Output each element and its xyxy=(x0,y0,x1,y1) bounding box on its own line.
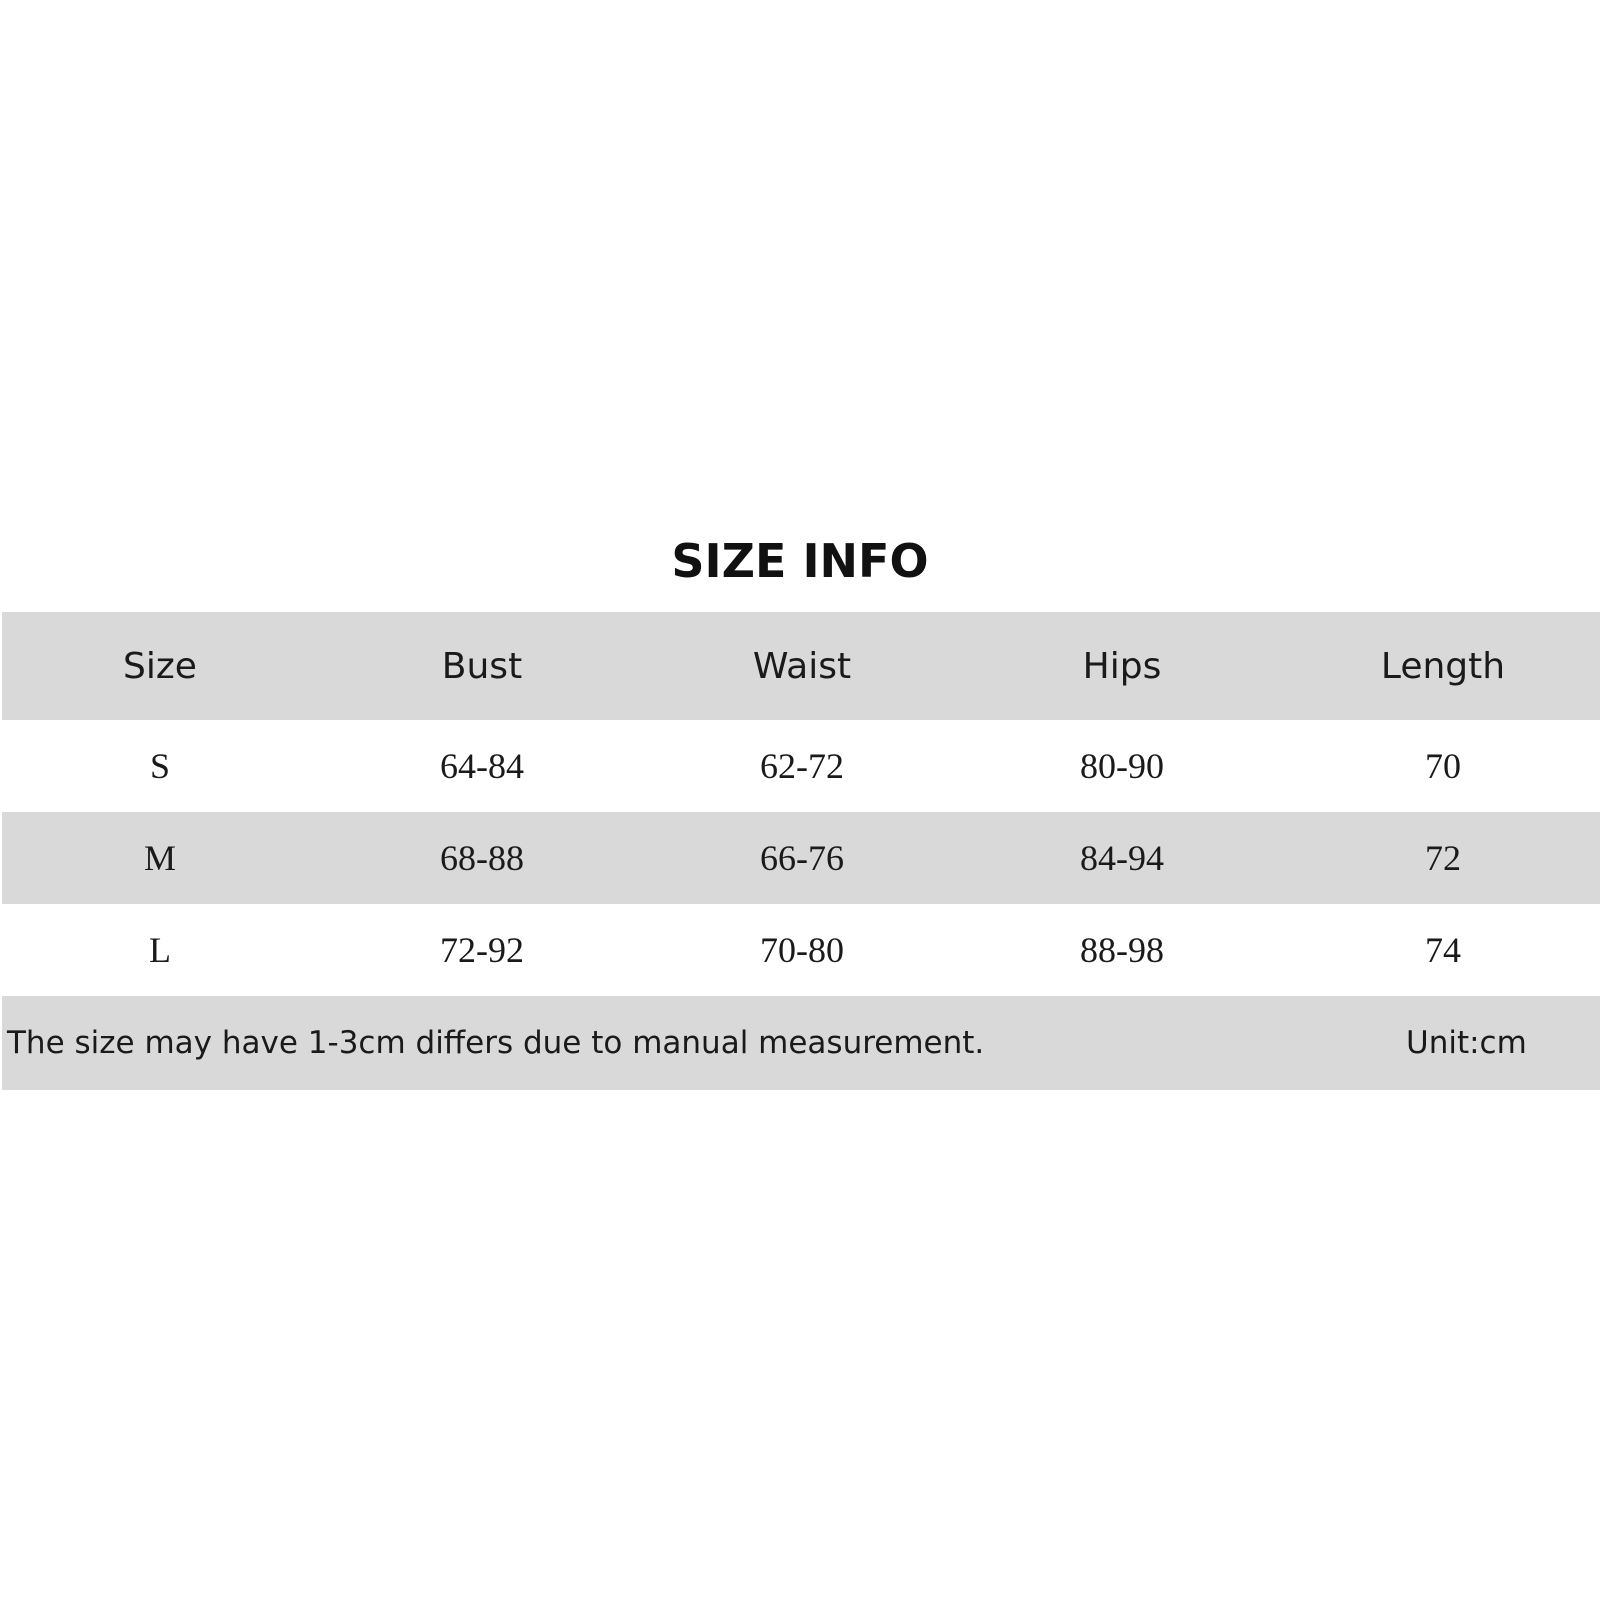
header-hips: Hips xyxy=(1082,645,1162,687)
cell-hips: 88-98 xyxy=(1080,930,1164,970)
cell-hips: 84-94 xyxy=(1080,838,1164,878)
header-length: Length xyxy=(1380,645,1506,687)
table-row xyxy=(2,904,1600,996)
cell-bust: 72-92 xyxy=(440,930,524,970)
cell-waist: 62-72 xyxy=(760,746,844,786)
cell-waist: 66-76 xyxy=(760,838,844,878)
cell-size: L xyxy=(149,930,171,970)
cell-hips: 80-90 xyxy=(1080,746,1164,786)
cell-waist: 70-80 xyxy=(760,930,844,970)
header-bust: Bust xyxy=(441,645,523,687)
size-table xyxy=(2,612,1600,1090)
page-title: SIZE INFO xyxy=(671,534,929,588)
header-size: Size xyxy=(123,645,197,687)
table-header-row xyxy=(2,612,1600,720)
table-row xyxy=(2,720,1600,812)
cell-bust: 68-88 xyxy=(440,838,524,878)
cell-length: 70 xyxy=(1425,746,1461,786)
cell-size: M xyxy=(143,838,176,878)
cell-bust: 64-84 xyxy=(440,746,524,786)
table-row xyxy=(2,812,1600,904)
unit-label: Unit:cm xyxy=(1406,1025,1527,1061)
cell-length: 74 xyxy=(1425,930,1461,970)
cell-length: 72 xyxy=(1425,838,1461,878)
measurement-note: The size may have 1-3cm differs due to manual measurement. xyxy=(7,1025,985,1061)
cell-size: S xyxy=(149,746,171,786)
table-footer-row xyxy=(2,996,1600,1090)
header-waist: Waist xyxy=(752,645,852,687)
